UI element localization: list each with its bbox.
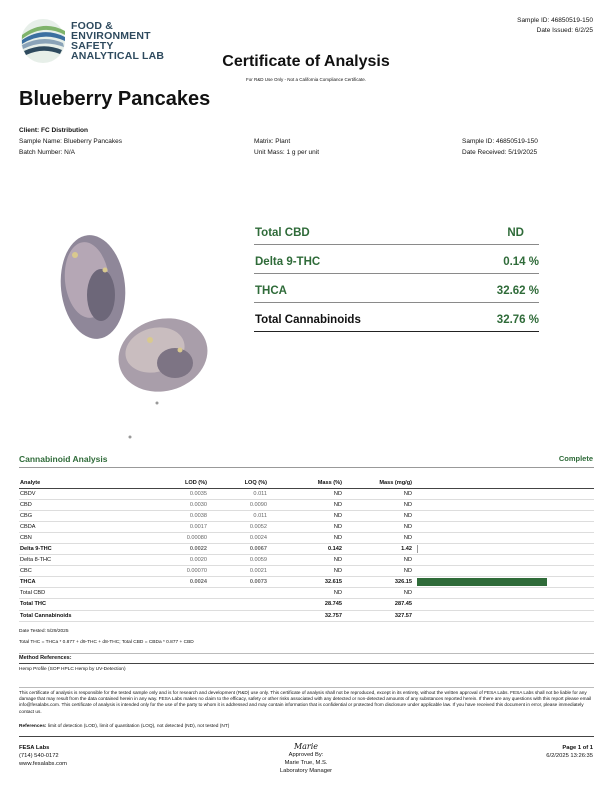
col-lod: LOD (%) [129,478,209,488]
mass-pct-cell: ND [269,566,344,577]
total-formula: Total THC = THCa * 0.877 + d9-THC + d8-THC; Total CBD = CBDa * 0.877 + CBD [19,640,194,645]
mass-bar [417,578,547,586]
mass-mg-cell: ND [344,521,414,532]
analysis-title: Cannabinoid Analysis [19,454,108,464]
lod-cell [129,588,209,599]
loq-cell: 0.0067 [209,543,269,554]
header-sample-id: Sample ID: 46850519-150 [517,17,593,24]
mass-mg-cell: ND [344,488,414,499]
mass-pct-cell: 0.142 [269,543,344,554]
lod-cell [129,599,209,610]
bar-cell [414,543,594,554]
report-timestamp: 6/2/2025 13:26:35 [546,753,593,759]
loq-cell: 0.0021 [209,566,269,577]
lod-cell: 0.00080 [129,532,209,543]
analyte-cell: CBN [19,532,129,543]
mass-mg-cell: ND [344,566,414,577]
table-row [19,532,594,543]
analyte-cell: Total THC [19,599,129,610]
approved-by-label: Approved By: [288,752,324,758]
loq-cell: 0.0059 [209,555,269,566]
loq-cell: 0.011 [209,488,269,499]
col-mass-pct: Mass (%) [269,478,344,488]
lod-cell: 0.0024 [129,577,209,588]
lod-cell [129,610,209,621]
mass-bar [417,545,418,553]
table-row [19,510,594,521]
logo-text-line: SAFETY [71,40,114,52]
meta-sample-id: Sample ID: 46850519-150 [462,138,538,145]
bar-cell [414,610,594,621]
client-name: Client: FC Distribution [19,127,88,134]
signature: Marie [293,742,319,751]
document-subtitle: For R&D Use Only - Not a California Compliance Certificate. [245,77,367,82]
loq-cell: 0.0090 [209,499,269,510]
loq-cell: 0.011 [209,510,269,521]
product-name: Blueberry Pancakes [19,88,211,110]
analysis-status: Complete [558,454,593,463]
mass-mg-cell: ND [344,532,414,543]
references [19,723,229,730]
loq-cell: 0.0073 [209,577,269,588]
summary-label: Delta 9-THC [255,256,321,268]
lod-cell: 0.0022 [129,543,209,554]
col-bar [414,478,594,488]
analyte-cell: CBDV [19,488,129,499]
mass-mg-cell: ND [344,510,414,521]
bar-cell [414,499,594,510]
disclaimer: This certificate of analysis is responsible for the tested sample only and is for research and development (R&D) use only. This certificate of analysis shall not be reproduced, except in its entirety, without the written approval of FESA Labs. FESA Labs shall not be liable for any damage that may result from the data contained herein in any way. FESA Labs makes no claim to the efficacy, safety or other risks associated with any detected or non-detected amounts of any substances reported herein. If there are any questions with this report please email info@fesalabs.com. This certificate of analysis is intended only for the use of the party to whom it is addressed and may contain information that is confidential or protected from disclosure under applicable law. If you have received this document in error, please immediately contact us. [19,690,592,714]
loq-cell: 0.0024 [209,532,269,543]
table-row [19,610,594,621]
analyte-cell: Delta 9-THC [19,543,129,554]
mass-mg-cell: 326.15 [344,577,414,588]
table-row [19,521,594,532]
page-number: Page 1 of 1 [562,745,593,751]
summary-thca [254,281,539,303]
summary-total-cbd [254,223,539,245]
table-row [19,543,594,554]
analyte-cell: CBDA [19,521,129,532]
references-label: References: [19,724,47,729]
logo-text-line: FOOD & [71,20,114,32]
mass-pct-cell: 28.745 [269,599,344,610]
approver-title: Laboratory Manager [279,768,333,774]
mass-pct-cell: ND [269,521,344,532]
lod-cell: 0.00070 [129,566,209,577]
analyte-cell: Total CBD [19,588,129,599]
logo-text-line: ENVIRONMENT [71,30,151,42]
method-text: Hemp Profile (SOP HPLC Hemp by UV-Detection) [19,667,126,672]
analyte-cell: Total Cannabinoids [19,610,129,621]
bar-cell [414,488,594,499]
bar-cell [414,510,594,521]
footer-phone: (714) 540-0172 [19,753,59,759]
col-analyte: Analyte [19,478,129,488]
table-row [19,566,594,577]
mass-mg-cell: ND [344,499,414,510]
lod-cell: 0.0017 [129,521,209,532]
bar-cell [414,566,594,577]
lod-cell: 0.0035 [129,488,209,499]
analyte-cell: CBC [19,566,129,577]
bar-cell [414,532,594,543]
table-row [19,555,594,566]
table-row [19,488,594,499]
mass-pct-cell: ND [269,532,344,543]
footer-company: FESA Labs [19,745,50,751]
sample-name: Sample Name: Blueberry Pancakes [19,138,122,145]
lod-cell: 0.0030 [129,499,209,510]
mass-mg-cell: 327.57 [344,610,414,621]
summary-label: Total Cannabinoids [255,314,361,326]
table-row [19,499,594,510]
mass-mg-cell: ND [344,555,414,566]
approver-name: Marie True, M.S. [284,760,328,766]
summary-total-cannabinoids [254,310,539,332]
date-received: Date Received: 5/19/2025 [462,149,538,156]
analyte-cell: CBD [19,499,129,510]
summary-value: 32.76 % [496,314,539,326]
date-tested: Date Tested: 5/29/2025 [19,629,69,634]
footer-website[interactable]: www.fesalabs.com [19,761,68,767]
mass-pct-cell: ND [269,510,344,521]
batch-number: Batch Number: N/A [19,149,75,156]
mass-pct-cell: ND [269,499,344,510]
mass-pct-cell: ND [269,555,344,566]
summary-value: ND [507,227,524,239]
loq-cell [209,588,269,599]
method-title: Method References: [19,655,72,661]
mass-pct-cell: 32.615 [269,577,344,588]
mass-pct-cell: ND [269,588,344,599]
loq-cell [209,599,269,610]
bar-cell [414,588,594,599]
summary-label: THCA [255,285,287,297]
date-issued: Date Issued: 6/2/25 [536,27,593,34]
col-loq: LOQ (%) [209,478,269,488]
references-text: limit of detection (LOD), limit of quantitation (LOQ), not detected (ND), not tested (NT) [47,724,230,729]
bar-cell [414,599,594,610]
summary-value: 32.62 % [496,285,539,297]
summary-delta9-thc [254,252,539,274]
results-table [19,478,594,622]
bar-cell [414,521,594,532]
analyte-cell: CBG [19,510,129,521]
loq-cell [209,610,269,621]
summary-label: Total CBD [255,227,310,239]
mass-pct-cell: ND [269,488,344,499]
table-header-row [19,478,594,488]
table-row [19,577,594,588]
mass-mg-cell: 287.45 [344,599,414,610]
mass-mg-cell: 1.42 [344,543,414,554]
col-mass-mg: Mass (mg/g) [344,478,414,488]
lod-cell: 0.0038 [129,510,209,521]
mass-mg-cell: ND [344,588,414,599]
table-row [19,588,594,599]
product-photo [35,225,215,445]
summary-value: 0.14 % [503,256,539,268]
lod-cell: 0.0020 [129,555,209,566]
bar-cell [414,555,594,566]
bar-cell [414,577,594,588]
loq-cell: 0.0052 [209,521,269,532]
analyte-cell: THCA [19,577,129,588]
table-row [19,599,594,610]
mass-pct-cell: 32.757 [269,610,344,621]
document-title: Certificate of Analysis [222,53,390,70]
unit-mass: Unit Mass: 1 g per unit [254,149,320,156]
analyte-cell: Delta 8-THC [19,555,129,566]
logo-text-line: ANALYTICAL LAB [71,50,165,62]
matrix: Matrix: Plant [254,138,291,145]
